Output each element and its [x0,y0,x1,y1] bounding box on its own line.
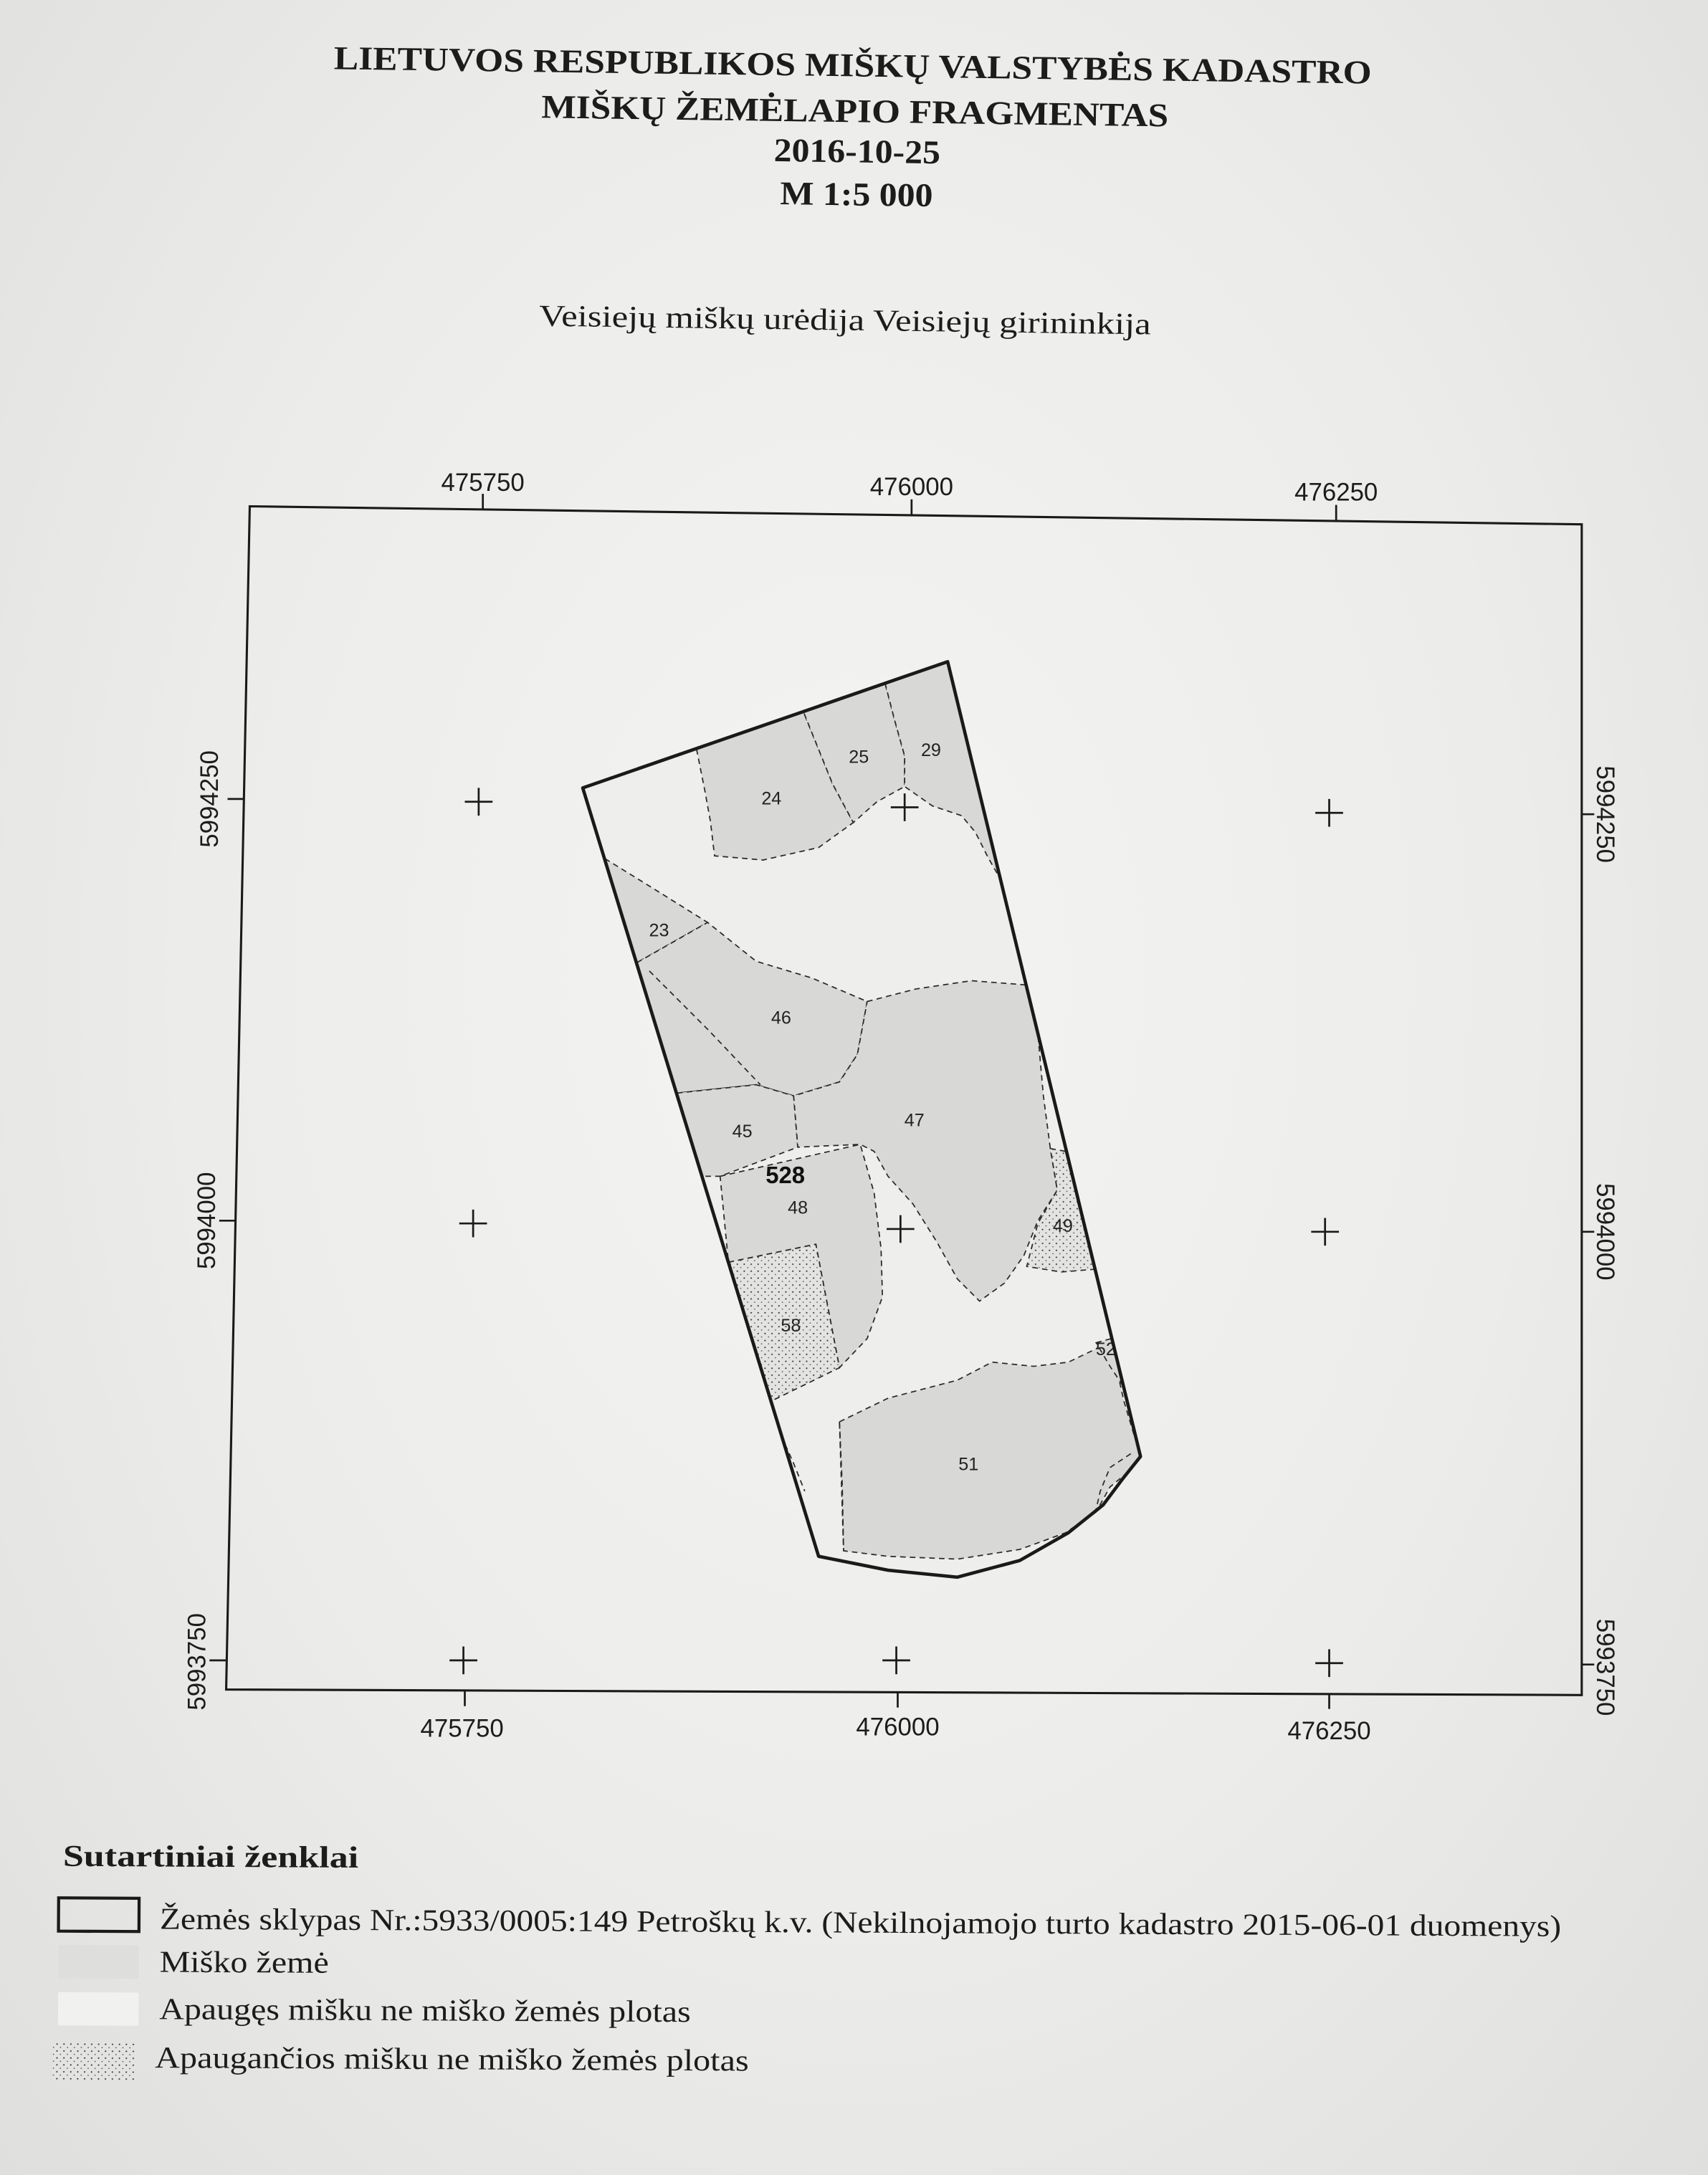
legend-item-label: Miško žemė [159,1945,310,1980]
legend-title: Sutartiniai ženklai [62,1839,305,1875]
grid-cross-icon [1311,1218,1339,1246]
y-label-right: 5994250 [1591,765,1620,863]
x-label-top: 476250 [1294,478,1378,507]
legend-item-label: Žemės sklypas Nr.:5933/0005:149 Petroškų k.v. (Nekilnojamojo turto kadastro 2015-06-01 duomenys) [159,1902,1416,1943]
y-label-left: 5993750 [183,1613,211,1711]
map-scale: M 1:5 000 [780,176,923,214]
legend-swatch-forest-land [58,1945,139,1979]
x-label-bottom: 476250 [1287,1717,1371,1746]
document-header [330,39,1373,344]
compartment-label-46: 46 [770,1008,791,1028]
compartment-label-52: 52 [1095,1339,1116,1360]
x-label-top: 476000 [869,473,953,502]
compartment-label-49: 49 [1052,1215,1073,1236]
x-label-top: 475750 [441,469,525,497]
legend-swatch-dotted [52,2042,135,2080]
y-label-right: 5993750 [1591,1618,1620,1716]
y-label-left: 5994000 [193,1172,221,1270]
title-line-1: LIETUVOS RESPUBLIKOS MIŠKŲ VALSTYBĖS KADASTRO [333,40,1270,90]
compartment-label-45: 45 [732,1122,753,1142]
grid-cross-icon [1315,1649,1343,1677]
compartment-label-23: 23 [649,920,669,941]
grid-cross-icon [1315,799,1343,827]
compartment-label-24: 24 [761,788,782,809]
grid-cross-icon [459,1210,487,1238]
grid-cross-icon [882,1647,910,1675]
compartment-label-25: 25 [849,747,869,768]
compartment-label-48: 48 [788,1198,808,1218]
legend-item-label: Apaugančios mišku ne miško žemės plotas [155,2041,680,2078]
legend-swatch-parcel-outline [59,1898,140,1931]
grid-cross-icon [449,1647,477,1675]
compartment-label-29: 29 [920,740,941,760]
title-line-2: MIŠKŲ ŽEMĖLAPIO FRAGMENTAS [540,89,1109,134]
compartment-label-51: 51 [958,1454,979,1475]
map-date: 2016-10-25 [773,132,930,171]
quarter-number: 528 [765,1162,806,1189]
grid-cross-icon [465,788,493,816]
x-label-bottom: 475750 [420,1714,504,1743]
y-label-right: 5994000 [1591,1183,1620,1281]
x-label-bottom: 476000 [856,1713,940,1741]
legend-swatch-overgrown-land [58,1992,139,2026]
y-label-left: 5994250 [195,750,224,848]
legend-item-label: Apaugęs mišku ne miško žemės plotas [159,1992,632,2029]
legend [52,1840,1562,2088]
compartment-label-47: 47 [904,1110,925,1131]
compartment-label-58: 58 [781,1316,801,1337]
map-subtitle: Veisiejų miškų urėdija Veisiejų girininkija [538,299,1053,340]
